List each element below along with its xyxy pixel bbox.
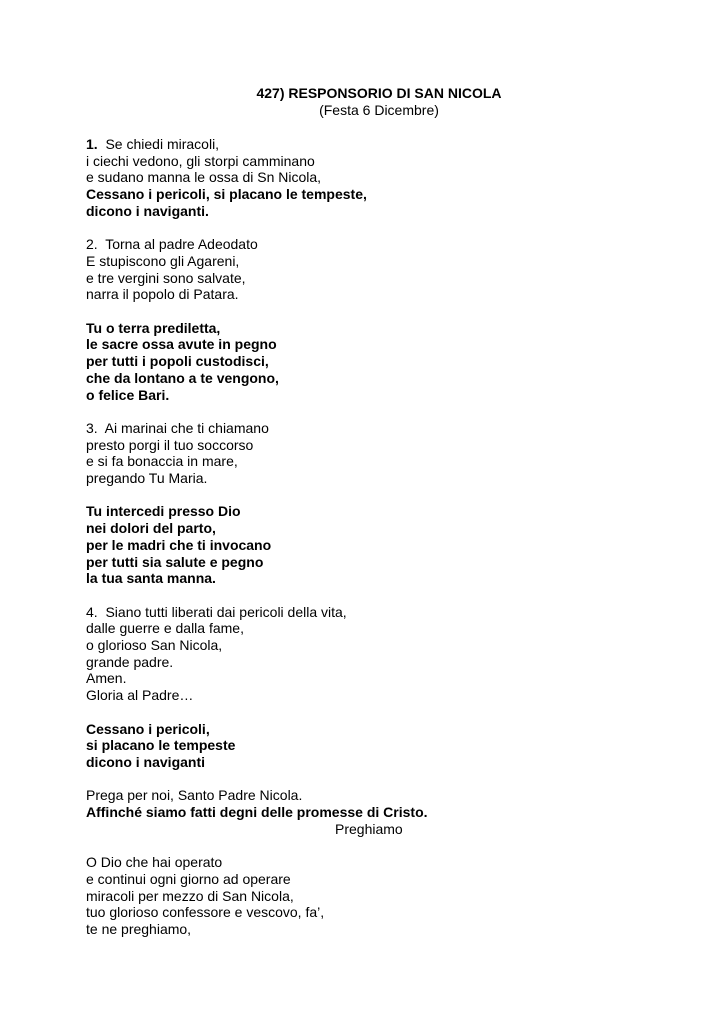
title-block (0, 85, 725, 119)
versicle-response: Affinché siamo fatti degni delle promesse di Cristo. (86, 804, 428, 821)
stanza-2-line-3: e tre vergini sono salvate, (86, 269, 246, 286)
stanza-3-line-1: 3. Ai marinai che ti chiamano (86, 419, 269, 436)
refrain-2-line-5: o felice Bari. (86, 386, 170, 403)
refrain-3-line-4: per tutti sia salute e pegno (86, 553, 264, 570)
stanza-1-line-1 (86, 136, 686, 153)
blank-line (86, 303, 686, 320)
refrain-3-line-2: nei dolori del parto, (86, 520, 216, 537)
stanza-3-line-2: presto porgi il tuo soccorso (86, 436, 254, 453)
blank-line (86, 487, 686, 504)
versicle-line-1: Prega per noi, Santo Padre Nicola. (86, 787, 303, 804)
stanza-2-line-1: 2. Torna al padre Adeodato (86, 236, 258, 253)
refrain-4-line-2: si placano le tempeste (86, 737, 236, 754)
stanza-4-line-5: Amen. (86, 670, 127, 687)
versicle-preghiamo: Preghiamo (335, 820, 403, 837)
stanza-4-line-3: o glorioso San Nicola, (86, 637, 223, 654)
refrain-2-line-3: per tutti i popoli custodisci, (86, 353, 269, 370)
stanza-3-line-3: e si fa bonaccia in mare, (86, 453, 238, 470)
blank-line (86, 771, 686, 788)
refrain-3-line-1: Tu intercedi presso Dio (86, 503, 241, 520)
blank-line (86, 220, 686, 237)
page-title: 427) RESPONSORIO DI SAN NICOLA (256, 85, 502, 101)
stanza-4-line-4: grande padre. (86, 653, 174, 670)
refrain-2-line-2: le sacre ossa avute in pegno (86, 336, 277, 353)
stanza-1-line-2: i ciechi vedono, gli storpi camminano (86, 152, 315, 169)
prayer-line-4: tuo glorioso confessore e vescovo, fa’, (86, 904, 325, 921)
stanza-1-line-3: e sudano manna le ossa di Sn Nicola, (86, 169, 322, 186)
stanza-2-line-4: narra il popolo di Patara. (86, 286, 239, 303)
refrain-3-line-5: la tua santa manna. (86, 570, 216, 587)
stanza-2-line-2: E stupiscono gli Agareni, (86, 252, 240, 269)
stanza-1-bold-2: dicono i naviganti. (86, 202, 209, 219)
blank-line (86, 587, 686, 604)
prayer-line-5: te ne preghiamo, (86, 920, 192, 937)
blank-line (86, 704, 686, 721)
refrain-2-line-4: che da lontano a te vengono, (86, 369, 279, 386)
stanza-number: 1. (86, 136, 98, 152)
stanza-1-bold-1: Cessano i pericoli, si placano le tempeste, (86, 186, 367, 203)
stanza-4-line-2: dalle guerre e dalla fame, (86, 620, 244, 637)
refrain-3-line-3: per le madri che ti invocano (86, 536, 272, 553)
prayer-line-3: miracoli per mezzo di San Nicola, (86, 887, 294, 904)
stanza-3-line-4: pregando Tu Maria. (86, 470, 208, 487)
refrain-4-line-3: dicono i naviganti (86, 753, 206, 770)
stanza-4-line-1: 4. Siano tutti liberati dai pericoli della vita, (86, 603, 347, 620)
stanza-4-line-6: Gloria al Padre… (86, 687, 194, 704)
page-subtitle: (Festa 6 Dicembre) (319, 102, 439, 118)
blank-line (86, 837, 686, 854)
refrain-2-line-1: Tu o terra prediletta, (86, 319, 221, 336)
hymn-text (86, 136, 686, 938)
prayer-line-1: O Dio che hai operato (86, 854, 223, 871)
refrain-4-line-1: Cessano i pericoli, (86, 720, 210, 737)
prayer-line-2: e continui ogni giorno ad operare (86, 870, 291, 887)
stanza-text: Se chiedi miracoli, (97, 136, 220, 152)
blank-line (86, 403, 686, 420)
